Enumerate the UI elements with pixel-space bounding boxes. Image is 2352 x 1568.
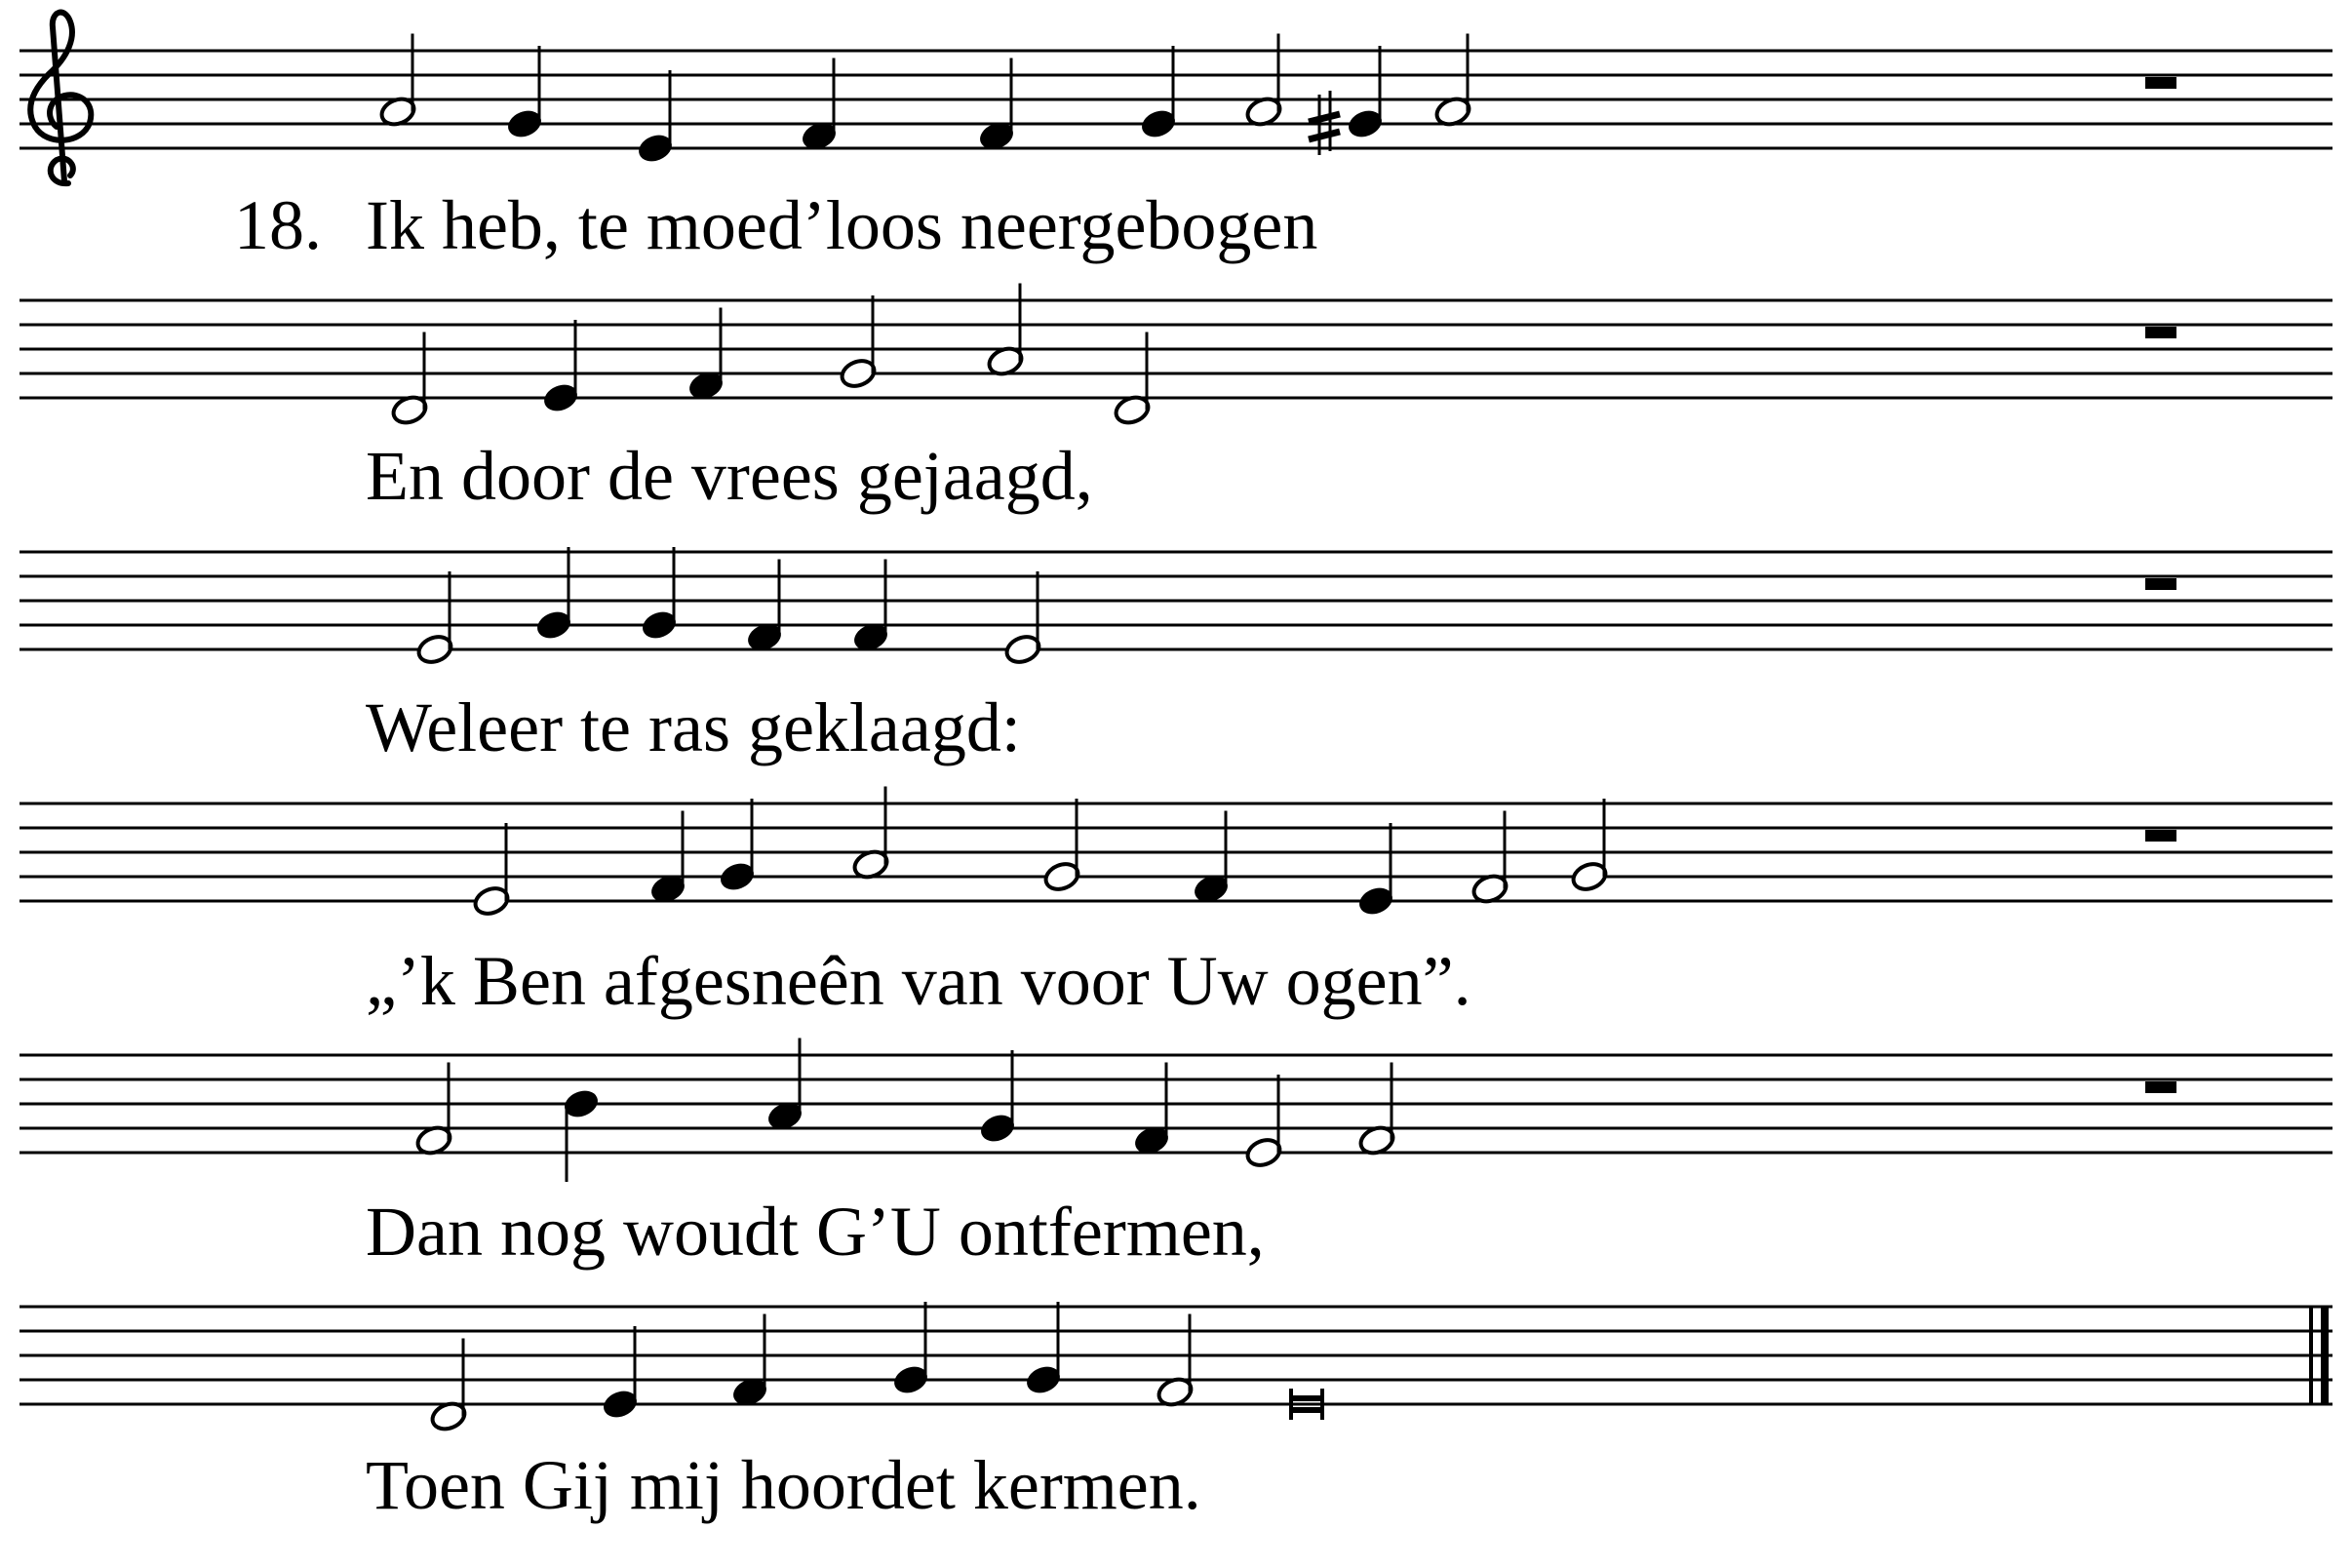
half-rest-icon [2145,578,2176,590]
half-rest-icon [2145,830,2176,842]
treble-clef-icon [30,13,91,184]
note-breve [1291,1407,1322,1413]
lyric-line-5: Dan nog woudt G’U ontfermen, [366,1193,1265,1271]
lyric-line-2: En door de vrees gejaagd, [366,437,1093,515]
verse-number: 18. [234,186,322,264]
half-rest-icon [2145,1081,2176,1093]
lyric-line-1: Ik heb, te moed’loos neergebogen [366,186,1318,264]
lyric-line-6: Toen Gij mij hoordet kermen. [366,1446,1201,1524]
half-rest-icon [2145,77,2176,89]
note-breve [1291,1395,1322,1401]
half-rest-icon [2145,327,2176,338]
lyric-line-4: „’k Ben afgesneên van voor Uw ogen”. [366,942,1471,1020]
lyric-line-3: Weleer te ras geklaagd: [366,688,1021,766]
